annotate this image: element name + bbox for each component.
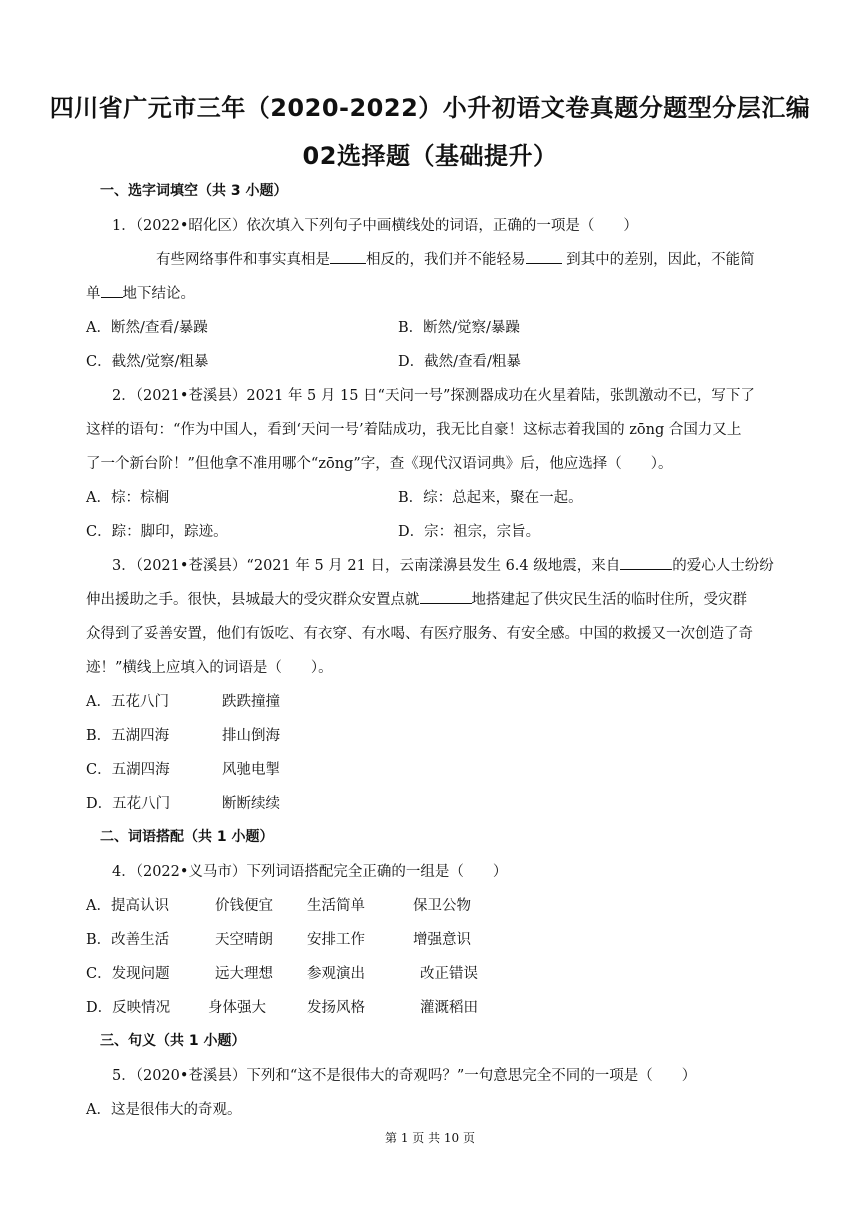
q1-text-part: 到其中的差别，因此，不能简 [561, 252, 755, 268]
question-3-line4: 迹！”横线上应填入的词语是（ ）。 [86, 660, 333, 676]
q1-option-a: A．断然/查看/暴躁 [86, 320, 208, 336]
question-1-text-line1 [156, 248, 755, 269]
fill-blank [620, 555, 672, 570]
q4-option-a-word1: A．提高认识 [86, 898, 169, 914]
q4-option-b-word3: 安排工作 [307, 932, 365, 948]
q3-option-d-word1: D．五花八门 [86, 796, 171, 812]
q2-option-c: C．踪：脚印，踪迹。 [86, 524, 228, 540]
q2-option-b: B．综：总起来，聚在一起。 [398, 490, 583, 506]
q4-option-a-word3: 生活简单 [307, 898, 365, 914]
q3-text-part: 地搭建起了供灾民生活的临时住所，受灾群 [471, 592, 747, 608]
fill-blank [101, 283, 123, 298]
q3-option-b-word1: B．五湖四海 [86, 728, 170, 744]
q5-option-a: A．这是很伟大的奇观。 [86, 1102, 242, 1118]
q4-option-b-word2: 天空晴朗 [215, 932, 273, 948]
question-2-line3: 了一个新台阶！”但他拿不准用哪个“zōng”字，查《现代汉语词典》后，他应选择（ ）。 [86, 456, 673, 472]
q3-option-c-word2: 风驰电掣 [222, 762, 280, 778]
question-5-stem: 5．（2020•苍溪县）下列和“这不是很伟大的奇观吗？”一句意思完全不同的一项是（ ） [112, 1068, 697, 1084]
fill-blank [526, 249, 562, 264]
q4-option-b-word4: 增强意识 [413, 932, 471, 948]
q4-option-c-word2: 远大理想 [215, 966, 273, 982]
q4-option-c-word3: 参观演出 [307, 966, 365, 982]
section-heading-1: 一、选字词填空（共 3 小题） [100, 183, 288, 199]
q4-option-d-word3: 发扬风格 [307, 1000, 365, 1016]
q3-option-b-word2: 排山倒海 [222, 728, 280, 744]
q4-option-a-word2: 价钱便宜 [215, 898, 273, 914]
q2-option-d: D．宗：祖宗，宗旨。 [398, 524, 541, 540]
q4-option-d-word4: 灌溉稻田 [420, 1000, 478, 1016]
q4-option-c-word4: 改正错误 [420, 966, 478, 982]
q1-text-part: 相反的，我们并不能轻易 [366, 252, 526, 268]
question-3-line1 [112, 554, 774, 575]
q3-option-a-word2: 跌跌撞撞 [222, 694, 280, 710]
section-heading-2: 二、词语搭配（共 1 小题） [100, 829, 274, 845]
fill-blank [420, 589, 472, 604]
q4-option-c-word1: C．发现问题 [86, 966, 170, 982]
q3-option-c-word1: C．五湖四海 [86, 762, 170, 778]
q4-option-b-word1: B．改善生活 [86, 932, 170, 948]
q4-option-d-word2: 身体强大 [208, 1000, 266, 1016]
question-1-text-line2 [86, 282, 195, 303]
question-2-line1: 2．（2021•苍溪县）2021 年 5 月 15 日“天问一号”探测器成功在火星着陆，张凯激动不已，写下了 [112, 388, 755, 404]
question-3-line2 [86, 588, 747, 609]
q1-option-b: B．断然/觉察/暴躁 [398, 320, 520, 336]
q1-option-d: D．截然/查看/粗暴 [398, 354, 521, 370]
page-title-line1: 四川省广元市三年（2020-2022）小升初语文卷真题分题型分层汇编 [49, 94, 811, 122]
section-heading-3: 三、句义（共 1 小题） [100, 1033, 246, 1049]
question-2-line2: 这样的语句：“作为中国人，看到‘天问一号’着陆成功，我无比自豪！这标志着我国的 zōng 合国力又上 [86, 422, 742, 438]
q4-option-a-word4: 保卫公物 [413, 898, 471, 914]
q3-option-d-word2: 断断续续 [222, 796, 280, 812]
q1-text-part: 单 [86, 286, 101, 302]
q3-text-part: 3．（2021•苍溪县）“2021 年 5 月 21 日，云南漾濞县发生 6.4 级地震，来自 [112, 558, 621, 574]
question-1-stem: 1．（2022•昭化区）依次填入下列句子中画横线处的词语，正确的一项是（ ） [112, 218, 638, 234]
q1-text-part: 有些网络事件和事实真相是 [156, 252, 330, 268]
q1-option-c: C．截然/觉察/粗暴 [86, 354, 209, 370]
q1-text-part: 地下结论。 [122, 286, 195, 302]
q2-option-a: A．棕：棕榈 [86, 490, 169, 506]
q3-option-a-word1: A．五花八门 [86, 694, 169, 710]
question-3-line3: 众得到了妥善安置，他们有饭吃、有衣穿、有水喝、有医疗服务、有安全感。中国的救援又一次创造了奇 [86, 626, 753, 642]
page-title-line2: 02选择题（基础提升） [302, 142, 558, 170]
fill-blank [330, 249, 366, 264]
q4-option-d-word1: D．反映情况 [86, 1000, 171, 1016]
page-footer: 第 1 页 共 10 页 [385, 1131, 475, 1145]
q3-text-part: 伸出援助之手。很快，县城最大的受灾群众安置点就 [86, 592, 420, 608]
question-4-stem: 4．（2022•义马市）下列词语搭配完全正确的一组是（ ） [112, 864, 508, 880]
q3-text-part: 的爱心人士纷纷 [672, 558, 774, 574]
